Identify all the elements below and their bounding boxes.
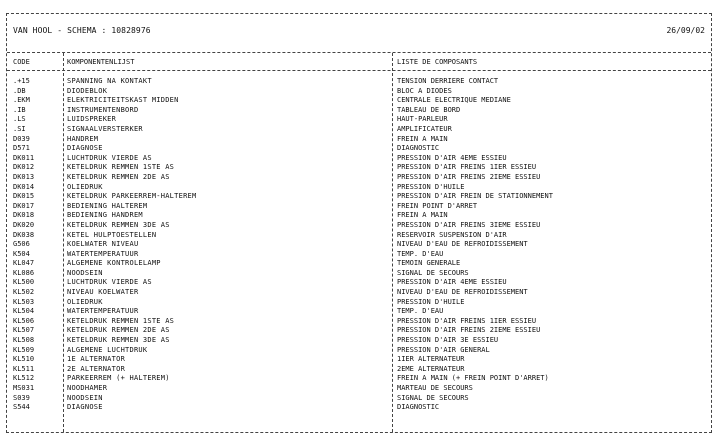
row-dutch-name: KETELDRUK REMMEN 1STE AS: [67, 316, 175, 325]
column-header-divider: [7, 70, 711, 71]
row-code: KL509: [13, 345, 35, 354]
row-french-name: TEMP. D'EAU: [397, 249, 444, 258]
row-french-name: TABLEAU DE BORD: [397, 105, 461, 114]
row-french-name: PRESSION D'AIR GENERAL: [397, 345, 490, 354]
row-french-name: PRESSION D'HUILE: [397, 182, 465, 191]
table-row: [7, 298, 711, 308]
table-row: [7, 77, 711, 87]
row-french-name: PRESSION D'AIR FREIN DE STATIONNEMENT: [397, 192, 553, 201]
table-row: [7, 135, 711, 145]
row-code: .EKM: [13, 96, 30, 105]
row-dutch-name: KETEL HULPTOESTELLEN: [67, 230, 157, 239]
row-dutch-name: KETELDRUK REMMEN 2DE AS: [67, 172, 170, 181]
row-code: KL508: [13, 336, 35, 345]
row-code: DK038: [13, 230, 35, 239]
row-code: .LS: [13, 115, 26, 124]
table-row: [7, 326, 711, 336]
row-dutch-name: LUCHTDRUK VIERDE AS: [67, 153, 152, 162]
row-code: S039: [13, 393, 30, 402]
row-dutch-name: DIODEBLOK: [67, 86, 108, 95]
table-row: [7, 221, 711, 231]
table-row: [7, 394, 711, 404]
row-dutch-name: ALGEMENE KONTROLELAMP: [67, 259, 161, 268]
table-row: [7, 106, 711, 116]
row-french-name: FREIN POINT D'ARRET: [397, 201, 478, 210]
table-row: [7, 87, 711, 97]
row-code: .SI: [13, 124, 26, 133]
row-dutch-name: KETELDRUK REMMEN 2DE AS: [67, 326, 170, 335]
row-dutch-name: OLIEDRUK: [67, 182, 103, 191]
row-code: K504: [13, 249, 30, 258]
table-row: [7, 278, 711, 288]
row-dutch-name: ELEKTRICITEITSKAST MIDDEN: [67, 96, 179, 105]
row-french-name: DIAGNOSTIC: [397, 403, 440, 412]
row-french-name: PRESSION D'AIR FREINS 1IER ESSIEU: [397, 316, 537, 325]
column-header-liste-de-composants: LISTE DE COMPOSANTS: [397, 58, 478, 66]
table-row: [7, 125, 711, 135]
header-divider: [7, 52, 711, 53]
row-code: KL086: [13, 268, 35, 277]
table-row: [7, 403, 711, 413]
row-code: DK015: [13, 192, 35, 201]
row-french-name: 1IER ALTERNATEUR: [397, 355, 465, 364]
row-dutch-name: DIAGNOSE: [67, 144, 103, 153]
table-row: [7, 288, 711, 298]
row-french-name: PRESSION D'AIR FREINS 1IER ESSIEU: [397, 163, 537, 172]
table-row: [7, 163, 711, 173]
row-french-name: TENSION DERRIERE CONTACT: [397, 77, 499, 85]
row-french-name: AMPLIFICATEUR: [397, 124, 452, 133]
row-dutch-name: KETELDRUK PARKEERREM-HALTEREM: [67, 192, 197, 201]
row-dutch-name: LUIDSPREKER: [67, 115, 117, 124]
row-code: KL510: [13, 355, 35, 364]
row-code: D571: [13, 144, 30, 153]
row-french-name: FREIN A MAIN: [397, 211, 448, 220]
column-header-code: CODE: [13, 58, 30, 66]
row-code: DK017: [13, 201, 35, 210]
row-code: KL503: [13, 297, 35, 306]
table-row: [7, 183, 711, 193]
row-french-name: NIVEAU D'EAU DE REFROIDISSEMENT: [397, 288, 528, 297]
row-french-name: SIGNAL DE SECOURS: [397, 268, 469, 277]
row-french-name: BLOC A DIODES: [397, 86, 452, 95]
row-french-name: PRESSION D'AIR 4EME ESSIEU: [397, 278, 507, 287]
table-row: [7, 250, 711, 260]
table-row: [7, 202, 711, 212]
row-dutch-name: NIVEAU KOELWATER: [67, 288, 139, 297]
row-code: KL502: [13, 288, 35, 297]
row-dutch-name: HANDREM: [67, 134, 99, 143]
row-code: KL511: [13, 364, 35, 373]
document-header: [7, 14, 711, 52]
table-row: [7, 240, 711, 250]
row-dutch-name: 1E ALTERNATOR: [67, 355, 126, 364]
row-dutch-name: NOODSEIN: [67, 393, 103, 402]
table-row: [7, 173, 711, 183]
table-row: [7, 346, 711, 356]
row-dutch-name: KOELWATER NIVEAU: [67, 240, 139, 249]
table-row: [7, 192, 711, 202]
table-row: [7, 144, 711, 154]
row-code: KL506: [13, 316, 35, 325]
row-code: KL047: [13, 259, 35, 268]
row-french-name: CENTRALE ELECTRIQUE MEDIANE: [397, 96, 511, 105]
row-code: KL500: [13, 278, 35, 287]
row-french-name: PRESSION D'AIR FREINS 3IEME ESSIEU: [397, 220, 541, 229]
row-code: G506: [13, 240, 30, 249]
row-dutch-name: OLIEDRUK: [67, 297, 103, 306]
row-dutch-name: 2E ALTERNATOR: [67, 364, 126, 373]
row-french-name: FREIN A MAIN (+ FREIN POINT D'ARRET): [397, 374, 549, 383]
row-dutch-name: BEDIENING HALTEREM: [67, 201, 148, 210]
row-code: DK011: [13, 153, 35, 162]
row-code: DK020: [13, 220, 35, 229]
row-french-name: 2EME ALTERNATEUR: [397, 364, 465, 373]
column-header-komponentenlijst: KOMPONENTENLIJST: [67, 58, 135, 66]
row-french-name: PRESSION D'AIR FREINS 2IEME ESSIEU: [397, 172, 541, 181]
row-dutch-name: KETELDRUK REMMEN 1STE AS: [67, 163, 175, 172]
row-french-name: FREIN A MAIN: [397, 134, 448, 143]
row-dutch-name: WATERTEMPERATUUR: [67, 249, 139, 258]
table-row: [7, 211, 711, 221]
row-code: DK012: [13, 163, 35, 172]
row-french-name: RESERVOIR SUSPENSION D'AIR: [397, 230, 507, 239]
row-french-name: PRESSION D'AIR FREINS 2IEME ESSIEU: [397, 326, 541, 335]
row-french-name: DIAGNOSTIC: [397, 144, 440, 153]
table-row: [7, 374, 711, 384]
row-code: D039: [13, 134, 30, 143]
component-rows: [7, 77, 711, 413]
row-dutch-name: INSTRUMENTENBORD: [67, 105, 139, 114]
row-code: KL504: [13, 307, 35, 316]
row-code: KL507: [13, 326, 35, 335]
row-code: DK013: [13, 172, 35, 181]
row-dutch-name: DIAGNOSE: [67, 403, 103, 412]
row-french-name: HAUT-PARLEUR: [397, 115, 448, 124]
table-row: [7, 269, 711, 279]
table-row: [7, 317, 711, 327]
row-dutch-name: WATERTEMPERATUUR: [67, 307, 139, 316]
row-code: S544: [13, 403, 30, 412]
row-code: MS031: [13, 384, 35, 392]
row-code: DK018: [13, 211, 35, 220]
row-dutch-name: SIGNAALVERSTERKER: [67, 124, 143, 133]
row-dutch-name: ALGEMENE LUCHTDRUK: [67, 345, 148, 354]
schema-title: VAN HOOL - SCHEMA : 10828976: [13, 26, 151, 35]
table-row: [7, 365, 711, 375]
row-dutch-name: PARKEERREM (+ HALTEREM): [67, 374, 170, 383]
row-code: DK014: [13, 182, 35, 191]
table-row: [7, 115, 711, 125]
row-code: .DB: [13, 86, 26, 95]
table-row: [7, 96, 711, 106]
table-row: [7, 154, 711, 164]
row-french-name: NIVEAU D'EAU DE REFROIDISSEMENT: [397, 240, 528, 249]
row-french-name: PRESSION D'AIR 3E ESSIEU: [397, 336, 499, 345]
row-dutch-name: BEDIENING HANDREM: [67, 211, 143, 220]
row-code: .+15: [13, 77, 30, 85]
row-dutch-name: KETELDRUK REMMEN 3DE AS: [67, 336, 170, 345]
row-dutch-name: KETELDRUK REMMEN 3DE AS: [67, 220, 170, 229]
component-list-document: [6, 13, 712, 433]
row-french-name: PRESSION D'HUILE: [397, 297, 465, 306]
table-row: [7, 355, 711, 365]
table-row: [7, 259, 711, 269]
table-row: [7, 307, 711, 317]
table-row: [7, 384, 711, 394]
row-french-name: TEMOIN GENERALE: [397, 259, 461, 268]
row-code: .IB: [13, 105, 26, 114]
row-french-name: PRESSION D'AIR 4EME ESSIEU: [397, 153, 507, 162]
row-dutch-name: SPANNING NA KONTAKT: [67, 77, 152, 85]
row-dutch-name: LUCHTDRUK VIERDE AS: [67, 278, 152, 287]
row-french-name: SIGNAL DE SECOURS: [397, 393, 469, 402]
row-code: KL512: [13, 374, 35, 383]
document-date: 26/09/02: [666, 26, 705, 35]
row-dutch-name: NOODSEIN: [67, 268, 103, 277]
row-french-name: MARTEAU DE SECOURS: [397, 384, 473, 392]
table-row: [7, 231, 711, 241]
table-row: [7, 336, 711, 346]
row-dutch-name: NOODHAMER: [67, 384, 108, 392]
row-french-name: TEMP. D'EAU: [397, 307, 444, 316]
